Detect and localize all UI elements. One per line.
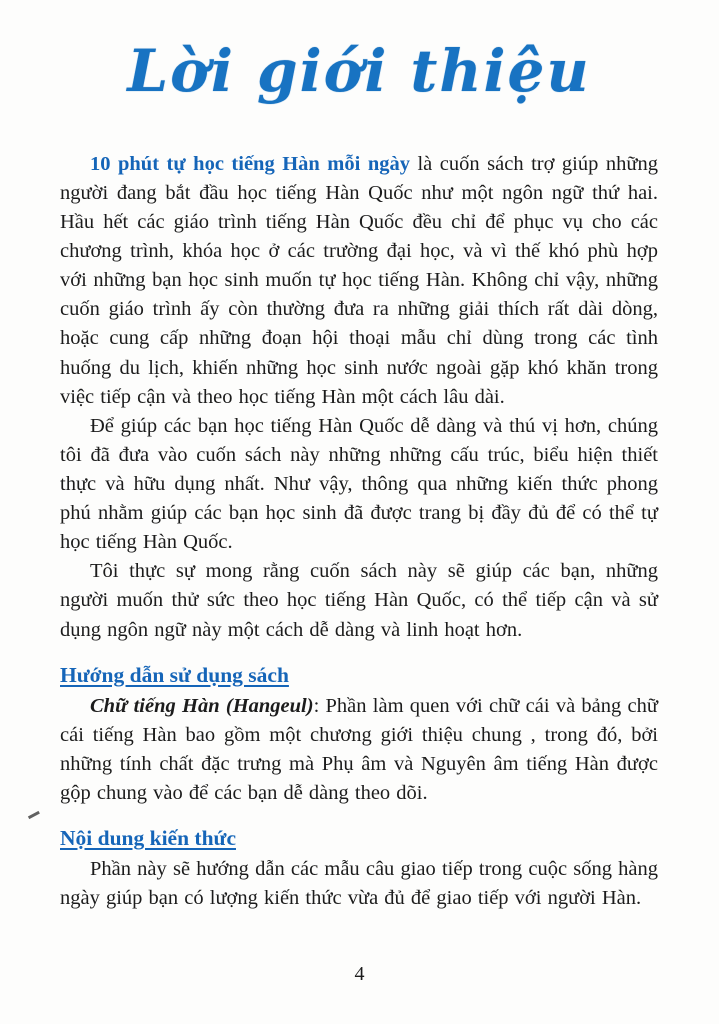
hangeul-term-highlight: Chữ tiếng Hàn (Hangeul) bbox=[90, 694, 314, 717]
intro-paragraph-1-text: là cuốn sách trợ giúp những người đang bắt đầu học tiếng Hàn Quốc như một ngôn ngữ thứ hai. Hầu hết các giáo trình tiếng Hàn Quốc đều chỉ để phục vụ cho các chương trình, khóa học ở các trường đại học, và vì thế khó phù hợp với những bạn học sinh muốn tự học tiếng Hàn. Không chỉ vậy, những cuốn giáo trình ấy còn thường đưa ra những giải thích rất dài dòng, hoặc cung cấp những đoạn hội thoại mẫu chỉ dùng trong các tình huống du lịch, khiến những học sinh nước ngoài gặp khó khăn trong việc tiếp cận và theo học tiếng Hàn một cách lâu dài. bbox=[60, 152, 658, 408]
book-title-highlight: 10 phút tự học tiếng Hàn mỗi ngày bbox=[90, 152, 410, 175]
page-number: 4 bbox=[354, 963, 365, 985]
usage-paragraph bbox=[60, 692, 658, 808]
intro-paragraph-2: Để giúp các bạn học tiếng Hàn Quốc dễ dàng và thú vị hơn, chúng tôi đã đưa vào cuốn sách này những những cấu trúc, biểu hiện thiết thực và hữu dụng nhất. Như vậy, thông qua những kiến thức phong phú nhằm giúp các bạn học sinh đã được trang bị đầy đủ để có thể tự học tiếng Hàn Quốc. bbox=[60, 414, 658, 554]
intro-paragraph-1 bbox=[60, 150, 658, 412]
scan-artifact-mark bbox=[24, 804, 40, 819]
page-content bbox=[60, 37, 658, 913]
intro-paragraph-3: Tôi thực sự mong rằng cuốn sách này sẽ giúp các bạn, những người muốn thử sức theo học tiếng Hàn Quốc, có thể tiếp cận và sử dụng ngôn ngữ này một cách dễ dàng và linh hoạt hơn. bbox=[60, 560, 658, 641]
section-heading-usage: Hướng dẫn sử dụng sách bbox=[60, 662, 289, 687]
section-heading-content: Nội dung kiến thức bbox=[60, 826, 236, 851]
page-title: Lời giới thiệu bbox=[127, 37, 591, 105]
content-paragraph: Phần này sẽ hướng dẫn các mẫu câu giao tiếp trong cuộc sống hàng ngày giúp bạn có lượng kiến thức vừa đủ để giao tiếp với người Hàn. bbox=[60, 858, 658, 910]
usage-paragraph-text: : Phần làm quen với chữ cái và bảng chữ cái tiếng Hàn bao gồm một chương giới thiệu chung , trong đó, bởi những tính chất đặc trưng mà Phụ âm và Nguyên âm tiếng Hàn được gộp chung vào để các bạn dễ dàng theo dõi. bbox=[60, 694, 658, 804]
body-text bbox=[60, 150, 658, 914]
